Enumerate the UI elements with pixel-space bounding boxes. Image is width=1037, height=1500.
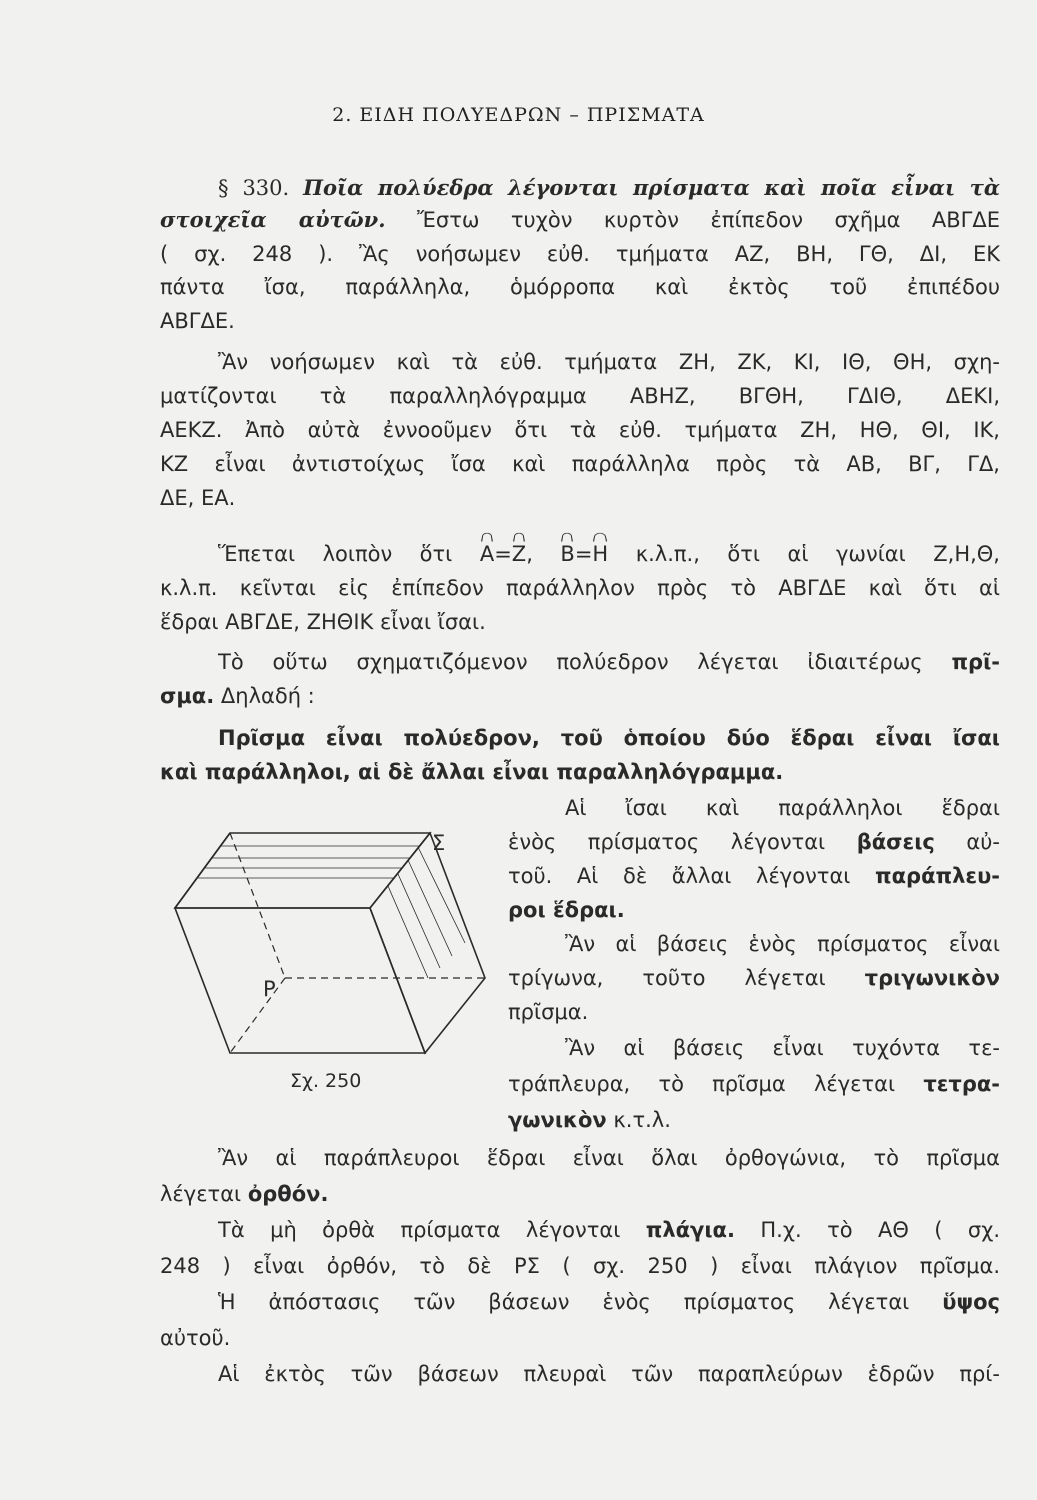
bottom-p2-line-2: 248 ) εἶναι ὀρθόν, τὸ δὲ ΡΣ ( σχ. 250 ) εἶναι πλάγιον πρῖσμα.	[160, 1254, 1000, 1278]
side-p1-line-4: ροι ἕδραι.	[508, 898, 625, 922]
top-face	[175, 833, 430, 908]
para3-line-3: ἕδραι ΑΒΓΔΕ, ΖΗΘΙΚ εἶναι ἴσαι.	[160, 610, 486, 634]
equals-sign: =	[494, 542, 512, 566]
figure-caption: Σχ. 250	[290, 1070, 362, 1092]
vertex-label-s: Σ	[432, 831, 446, 855]
section-line-2	[160, 204, 1000, 236]
definition-line-2: καὶ παράλληλοι, αἱ δὲ ἄλλαι εἶναι παραλληλόγραμμα.	[160, 760, 784, 784]
bottom-p1-line-1: Ἂν αἱ παράπλευροι ἕδραι εἶναι ὅλαι ὀρθογώνια, τὸ πρῖσμα	[218, 1146, 1000, 1170]
para3-line-2: κ.λ.π. κεῖνται εἰς ἐπίπεδον παράλληλον πρὸς τὸ ΑΒΓΔΕ καὶ ὅτι αἱ	[160, 576, 1000, 600]
prism-figure	[160, 818, 490, 1072]
bottom-p4-line-1: Αἱ ἐκτὸς τῶν βάσεων πλευραὶ τῶν παραπλεύρων ἑδρῶν πρί-	[218, 1362, 1000, 1386]
bottom-text: Τὰ μὴ ὀρθὰ πρίσματα λέγονται	[218, 1218, 621, 1242]
side-p3-line-3	[508, 1104, 1000, 1136]
para4-namely: Δηλαδή :	[220, 684, 315, 708]
term-height: ὕψος	[942, 1290, 1000, 1314]
section-question-2: στοιχεῖα αὐτῶν.	[160, 207, 386, 232]
vertex-label-r: Ρ	[263, 977, 276, 1001]
bottom-text: Ἡ ἀπόστασις τῶν βάσεων ἑνὸς πρίσματος λέγεται	[218, 1290, 910, 1314]
section-line-1	[218, 172, 1000, 204]
para2-line-1: Ἂν νοήσωμεν καὶ τὰ εὐθ. τμήματα ΖΗ, ΖΚ, ΚΙ, ΙΘ, ΘΗ, σχη-	[218, 350, 1000, 374]
side-p3-line-2	[508, 1068, 1000, 1100]
bottom-text: λέγεται	[160, 1182, 242, 1206]
side-p2-line-2	[508, 962, 1000, 994]
section-line-5: ΑΒΓΔΕ.	[160, 309, 235, 333]
term-oblique: πλάγια.	[645, 1218, 735, 1242]
section-number: § 330.	[218, 176, 290, 200]
definition-line-1: Πρῖσμα εἶναι πολύεδρον, τοῦ ὁποίου δύο ἕδραι εἶναι ἴσαι	[218, 726, 1000, 750]
para2-line-3: ΑΕΚΖ. Ἀπὸ αὐτὰ ἐννοοῦμεν ὅτι τὰ εὐθ. τμήματα ΖΗ, ΗΘ, ΘΙ, ΙΚ,	[160, 418, 1000, 442]
side-text: τρίγωνα, τοῦτο λέγεται	[508, 966, 826, 990]
side-p1-line-2	[508, 826, 1000, 858]
section-question: Ποῖα πολύεδρα λέγονται πρίσματα καὶ ποῖα εἶναι τὰ	[303, 175, 1000, 200]
para2-line-4: ΚΖ εἶναι ἀντιστοίχως ἴσα καὶ παράλληλα πρὸς τὰ ΑΒ, ΒΓ, ΓΔ,	[160, 452, 1000, 476]
bottom-p2-line-1	[218, 1214, 1000, 1246]
para2-line-5: ΔΕ, ΕΑ.	[160, 486, 236, 510]
front-face	[175, 908, 425, 1053]
para3-line-1	[218, 538, 1000, 570]
prism-drawing	[160, 818, 490, 1068]
side-text: ἑνὸς πρίσματος λέγονται	[508, 830, 826, 854]
side-p3-line-1: Ἂν αἱ βάσεις εἶναι τυχόντα τε-	[565, 1036, 1000, 1060]
term-right: ὀρθόν.	[247, 1182, 329, 1206]
term-triangular: τριγωνικὸν	[864, 966, 1000, 990]
section-line-3: ( σχ. 248 ). Ἂς νοήσωμεν εὐθ. τμήματα ΑΖ, ΒΗ, ΓΘ, ΔΙ, ΕΚ	[160, 242, 1000, 266]
section-line-4: πάντα ἴσα, παράλληλα, ὁμόρροπα καὶ ἐκτὸς τοῦ ἐπιπέδου	[160, 275, 1000, 299]
para4-text: Τὸ οὕτω σχηματιζόμενον πολύεδρον λέγεται ἰδιαιτέρως	[218, 650, 923, 674]
angle-h: H	[592, 538, 608, 570]
term-bases: βάσεις	[856, 830, 935, 854]
side-p1-line-3	[508, 860, 1000, 892]
side-p1-line-1: Αἱ ἴσαι καὶ παράλληλοι ἕδραι	[565, 796, 1000, 820]
side-text: τοῦ. Αἱ δὲ ἄλλαι λέγονται	[508, 864, 851, 888]
side-p2-line-3: πρῖσμα.	[508, 1000, 589, 1024]
para4-term-end: σμα.	[160, 684, 215, 708]
para4-line-2	[160, 680, 1000, 712]
para4-line-1	[218, 646, 1000, 678]
term-quadrilateral: τετρα-	[923, 1072, 1000, 1096]
angle-z: Z	[512, 538, 526, 570]
para4-term: πρῖ-	[951, 650, 1000, 674]
page-heading: 2. ΕΙΔΗ ΠΟΛΥΕΔΡΩΝ – ΠΡΙΣΜΑΤΑ	[332, 104, 705, 126]
angle-a: A	[480, 538, 494, 570]
side-p2-line-1: Ἂν αἱ βάσεις ἑνὸς πρίσματος εἶναι	[565, 932, 1000, 956]
section-text-1: Ἔστω τυχὸν κυρτὸν ἐπίπεδον σχῆμα ΑΒΓΔΕ	[417, 208, 1000, 232]
bottom-p3-line-1	[218, 1286, 1000, 1318]
side-text: αὐ-	[966, 830, 1000, 854]
bottom-p3-line-2: αὐτοῦ.	[160, 1326, 231, 1350]
term-lateral: παράπλευ-	[875, 864, 1000, 888]
bottom-text: Π.χ. τὸ ΑΘ ( σχ.	[760, 1218, 1000, 1242]
angle-b: B	[560, 538, 574, 570]
equals-sign: =	[574, 542, 593, 566]
para3-text-b: κ.λ.π., ὅτι αἱ γωνίαι Ζ,Η,Θ,	[635, 542, 1000, 566]
bottom-p1-line-2	[160, 1178, 1000, 1210]
side-text: τράπλευρα, τὸ πρῖσμα λέγεται	[508, 1072, 896, 1096]
para2-line-2: ματίζονται τὰ παραλληλόγραμμα ΑΒΗΖ, ΒΓΘΗ, ΓΔΙΘ, ΔΕΚΙ,	[160, 384, 1000, 408]
para3-text-a: Ἕπεται λοιπὸν ὅτι	[218, 542, 453, 566]
side-text: κ.τ.λ.	[613, 1108, 671, 1132]
term-quadrilateral-end: γωνικὸν	[508, 1108, 607, 1132]
comma: ,	[526, 542, 533, 566]
